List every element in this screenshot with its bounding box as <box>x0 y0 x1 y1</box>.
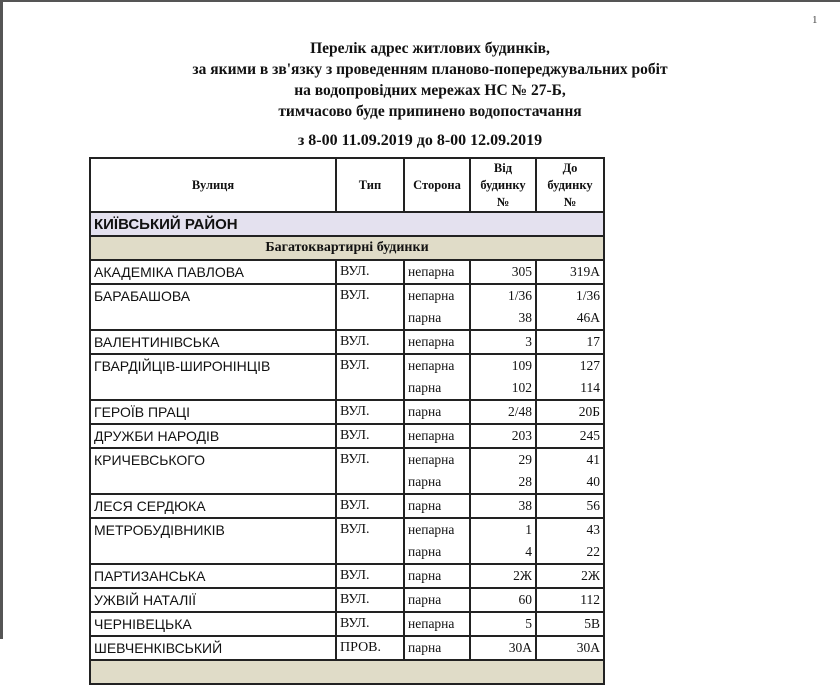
to-cell <box>536 564 604 588</box>
type-cell: ВУЛ. <box>336 284 404 330</box>
side-value: парна <box>408 640 442 655</box>
side-value: парна <box>408 592 442 607</box>
side-cell <box>404 612 470 636</box>
to-value: 2Ж <box>581 568 600 583</box>
header-from-line: будинку <box>480 177 526 192</box>
type-cell: ВУЛ. <box>336 612 404 636</box>
to-value: 114 <box>580 380 600 395</box>
street-cell: ЧЕРНІВЕЦЬКА <box>90 612 336 636</box>
side-value: непарна <box>408 288 455 303</box>
from-value: 2/48 <box>507 404 532 419</box>
to-cell <box>536 330 604 354</box>
side-cell <box>404 424 470 448</box>
side-cell <box>404 400 470 424</box>
table-row <box>90 448 604 494</box>
address-table <box>89 157 605 685</box>
side-cell <box>404 588 470 612</box>
table-row <box>90 564 604 588</box>
side-cell <box>404 564 470 588</box>
next-section-row <box>90 660 604 684</box>
from-cell <box>470 588 536 612</box>
from-cell <box>470 448 536 494</box>
to-cell <box>536 636 604 660</box>
street-cell: ПАРТИЗАНСЬКА <box>90 564 336 588</box>
side-cell <box>404 518 470 564</box>
next-section-cell <box>90 660 604 684</box>
street-cell: ГВАРДІЙЦІВ-ШИРОНІНЦІВ <box>90 354 336 400</box>
from-value: 102 <box>511 380 532 395</box>
from-value: 1 <box>525 522 532 537</box>
table-row <box>90 260 604 284</box>
to-cell <box>536 494 604 518</box>
header-to <box>536 158 604 212</box>
category-row <box>90 236 604 260</box>
side-value: парна <box>408 380 442 395</box>
category-name: Багатоквартирні будинки <box>90 236 604 260</box>
street-cell: ВАЛЕНТИНІВСЬКА <box>90 330 336 354</box>
header-to-line: № <box>563 194 577 209</box>
to-value: 40 <box>586 474 600 489</box>
side-value: парна <box>408 568 442 583</box>
side-value: парна <box>408 310 442 325</box>
side-value: парна <box>408 498 442 513</box>
to-cell <box>536 424 604 448</box>
table-row <box>90 330 604 354</box>
title-line: за якими в зв'язку з проведенням планово-попереджувальних робіт <box>192 61 668 78</box>
from-value: 60 <box>518 592 532 607</box>
table-row <box>90 424 604 448</box>
type-cell: ВУЛ. <box>336 588 404 612</box>
side-value: непарна <box>408 452 455 467</box>
to-cell <box>536 284 604 330</box>
street-cell: ШЕВЧЕНКІВСЬКИЙ <box>90 636 336 660</box>
viewer-frame-top <box>0 0 840 2</box>
street-cell: КРИЧЕВСЬКОГО <box>90 448 336 494</box>
table-row <box>90 284 604 330</box>
to-value: 30А <box>576 640 600 655</box>
to-cell <box>536 400 604 424</box>
type-cell: ВУЛ. <box>336 448 404 494</box>
from-value: 305 <box>511 264 532 279</box>
side-value: непарна <box>408 334 455 349</box>
from-value: 38 <box>518 498 532 513</box>
street-cell: ГЕРОЇВ ПРАЦІ <box>90 400 336 424</box>
from-cell <box>470 260 536 284</box>
type-cell: ВУЛ. <box>336 354 404 400</box>
from-cell <box>470 330 536 354</box>
to-cell <box>536 612 604 636</box>
type-cell: ВУЛ. <box>336 518 404 564</box>
side-value: парна <box>408 474 442 489</box>
to-value: 41 <box>586 452 600 467</box>
type-cell: ВУЛ. <box>336 564 404 588</box>
header-side: Сторона <box>404 158 470 212</box>
to-cell <box>536 588 604 612</box>
table-row <box>90 636 604 660</box>
to-value: 17 <box>586 334 600 349</box>
header-from-line: Від <box>493 160 513 175</box>
to-value: 43 <box>586 522 600 537</box>
street-cell: ДРУЖБИ НАРОДІВ <box>90 424 336 448</box>
from-value: 29 <box>518 452 532 467</box>
side-value: непарна <box>408 358 455 373</box>
header-type: Тип <box>336 158 404 212</box>
district-row <box>90 212 604 236</box>
from-cell <box>470 424 536 448</box>
to-value: 5В <box>584 616 600 631</box>
to-cell <box>536 354 604 400</box>
type-cell: ВУЛ. <box>336 400 404 424</box>
street-cell: БАРАБАШОВА <box>90 284 336 330</box>
from-cell <box>470 636 536 660</box>
from-value: 2Ж <box>513 568 532 583</box>
type-cell: ВУЛ. <box>336 424 404 448</box>
document-title <box>140 38 720 122</box>
title-line: на водопровідних мережах НС № 27-Б, <box>294 82 566 99</box>
side-cell <box>404 636 470 660</box>
street-cell: АКАДЕМІКА ПАВЛОВА <box>90 260 336 284</box>
header-to-line: будинку <box>547 177 593 192</box>
from-value: 30А <box>508 640 532 655</box>
side-value: непарна <box>408 428 455 443</box>
street-cell: ЛЕСЯ СЕРДЮКА <box>90 494 336 518</box>
side-value: непарна <box>408 264 455 279</box>
from-cell <box>470 400 536 424</box>
header-from <box>470 158 536 212</box>
table-row <box>90 612 604 636</box>
to-cell <box>536 518 604 564</box>
to-value: 20Б <box>578 404 600 419</box>
from-value: 109 <box>511 358 532 373</box>
side-value: парна <box>408 404 442 419</box>
from-cell <box>470 612 536 636</box>
street-cell: УЖВІЙ НАТАЛІЇ <box>90 588 336 612</box>
from-value: 38 <box>518 310 532 325</box>
side-cell <box>404 354 470 400</box>
to-value: 319А <box>570 264 600 279</box>
header-street: Вулиця <box>90 158 336 212</box>
header-to-line: До <box>562 160 578 175</box>
outage-period: з 8-00 11.09.2019 до 8-00 12.09.2019 <box>297 132 543 149</box>
from-cell <box>470 518 536 564</box>
title-line: Перелік адрес житлових будинків, <box>310 40 550 57</box>
side-value: парна <box>408 544 442 559</box>
type-cell: ВУЛ. <box>336 494 404 518</box>
side-cell <box>404 448 470 494</box>
to-cell <box>536 260 604 284</box>
to-value: 245 <box>579 428 600 443</box>
to-value: 1/36 <box>575 288 600 303</box>
type-cell: ПРОВ. <box>336 636 404 660</box>
table-row <box>90 518 604 564</box>
from-value: 5 <box>525 616 532 631</box>
from-value: 1/36 <box>507 288 532 303</box>
from-cell <box>470 564 536 588</box>
to-value: 56 <box>586 498 600 513</box>
table-row <box>90 354 604 400</box>
to-value: 22 <box>586 544 600 559</box>
to-cell <box>536 448 604 494</box>
side-value: непарна <box>408 616 455 631</box>
to-value: 127 <box>579 358 600 373</box>
side-cell <box>404 284 470 330</box>
table-row <box>90 494 604 518</box>
from-value: 28 <box>518 474 532 489</box>
to-value: 112 <box>580 592 600 607</box>
table-header-row <box>90 158 604 212</box>
from-value: 203 <box>511 428 532 443</box>
side-cell <box>404 260 470 284</box>
viewer-frame-left <box>0 0 3 639</box>
type-cell: ВУЛ. <box>336 330 404 354</box>
from-cell <box>470 354 536 400</box>
district-name: КИЇВСЬКИЙ РАЙОН <box>90 212 604 236</box>
table-row <box>90 588 604 612</box>
street-cell: МЕТРОБУДІВНИКІВ <box>90 518 336 564</box>
title-line: тимчасово буде припинено водопостачання <box>278 103 582 120</box>
side-cell <box>404 330 470 354</box>
from-cell <box>470 284 536 330</box>
from-value: 4 <box>525 544 532 559</box>
side-value: непарна <box>408 522 455 537</box>
side-cell <box>404 494 470 518</box>
to-value: 46А <box>576 310 600 325</box>
header-from-line: № <box>496 194 510 209</box>
page-number: 1 <box>812 14 818 26</box>
from-cell <box>470 494 536 518</box>
table-row <box>90 400 604 424</box>
from-value: 3 <box>525 334 532 349</box>
type-cell: ВУЛ. <box>336 260 404 284</box>
